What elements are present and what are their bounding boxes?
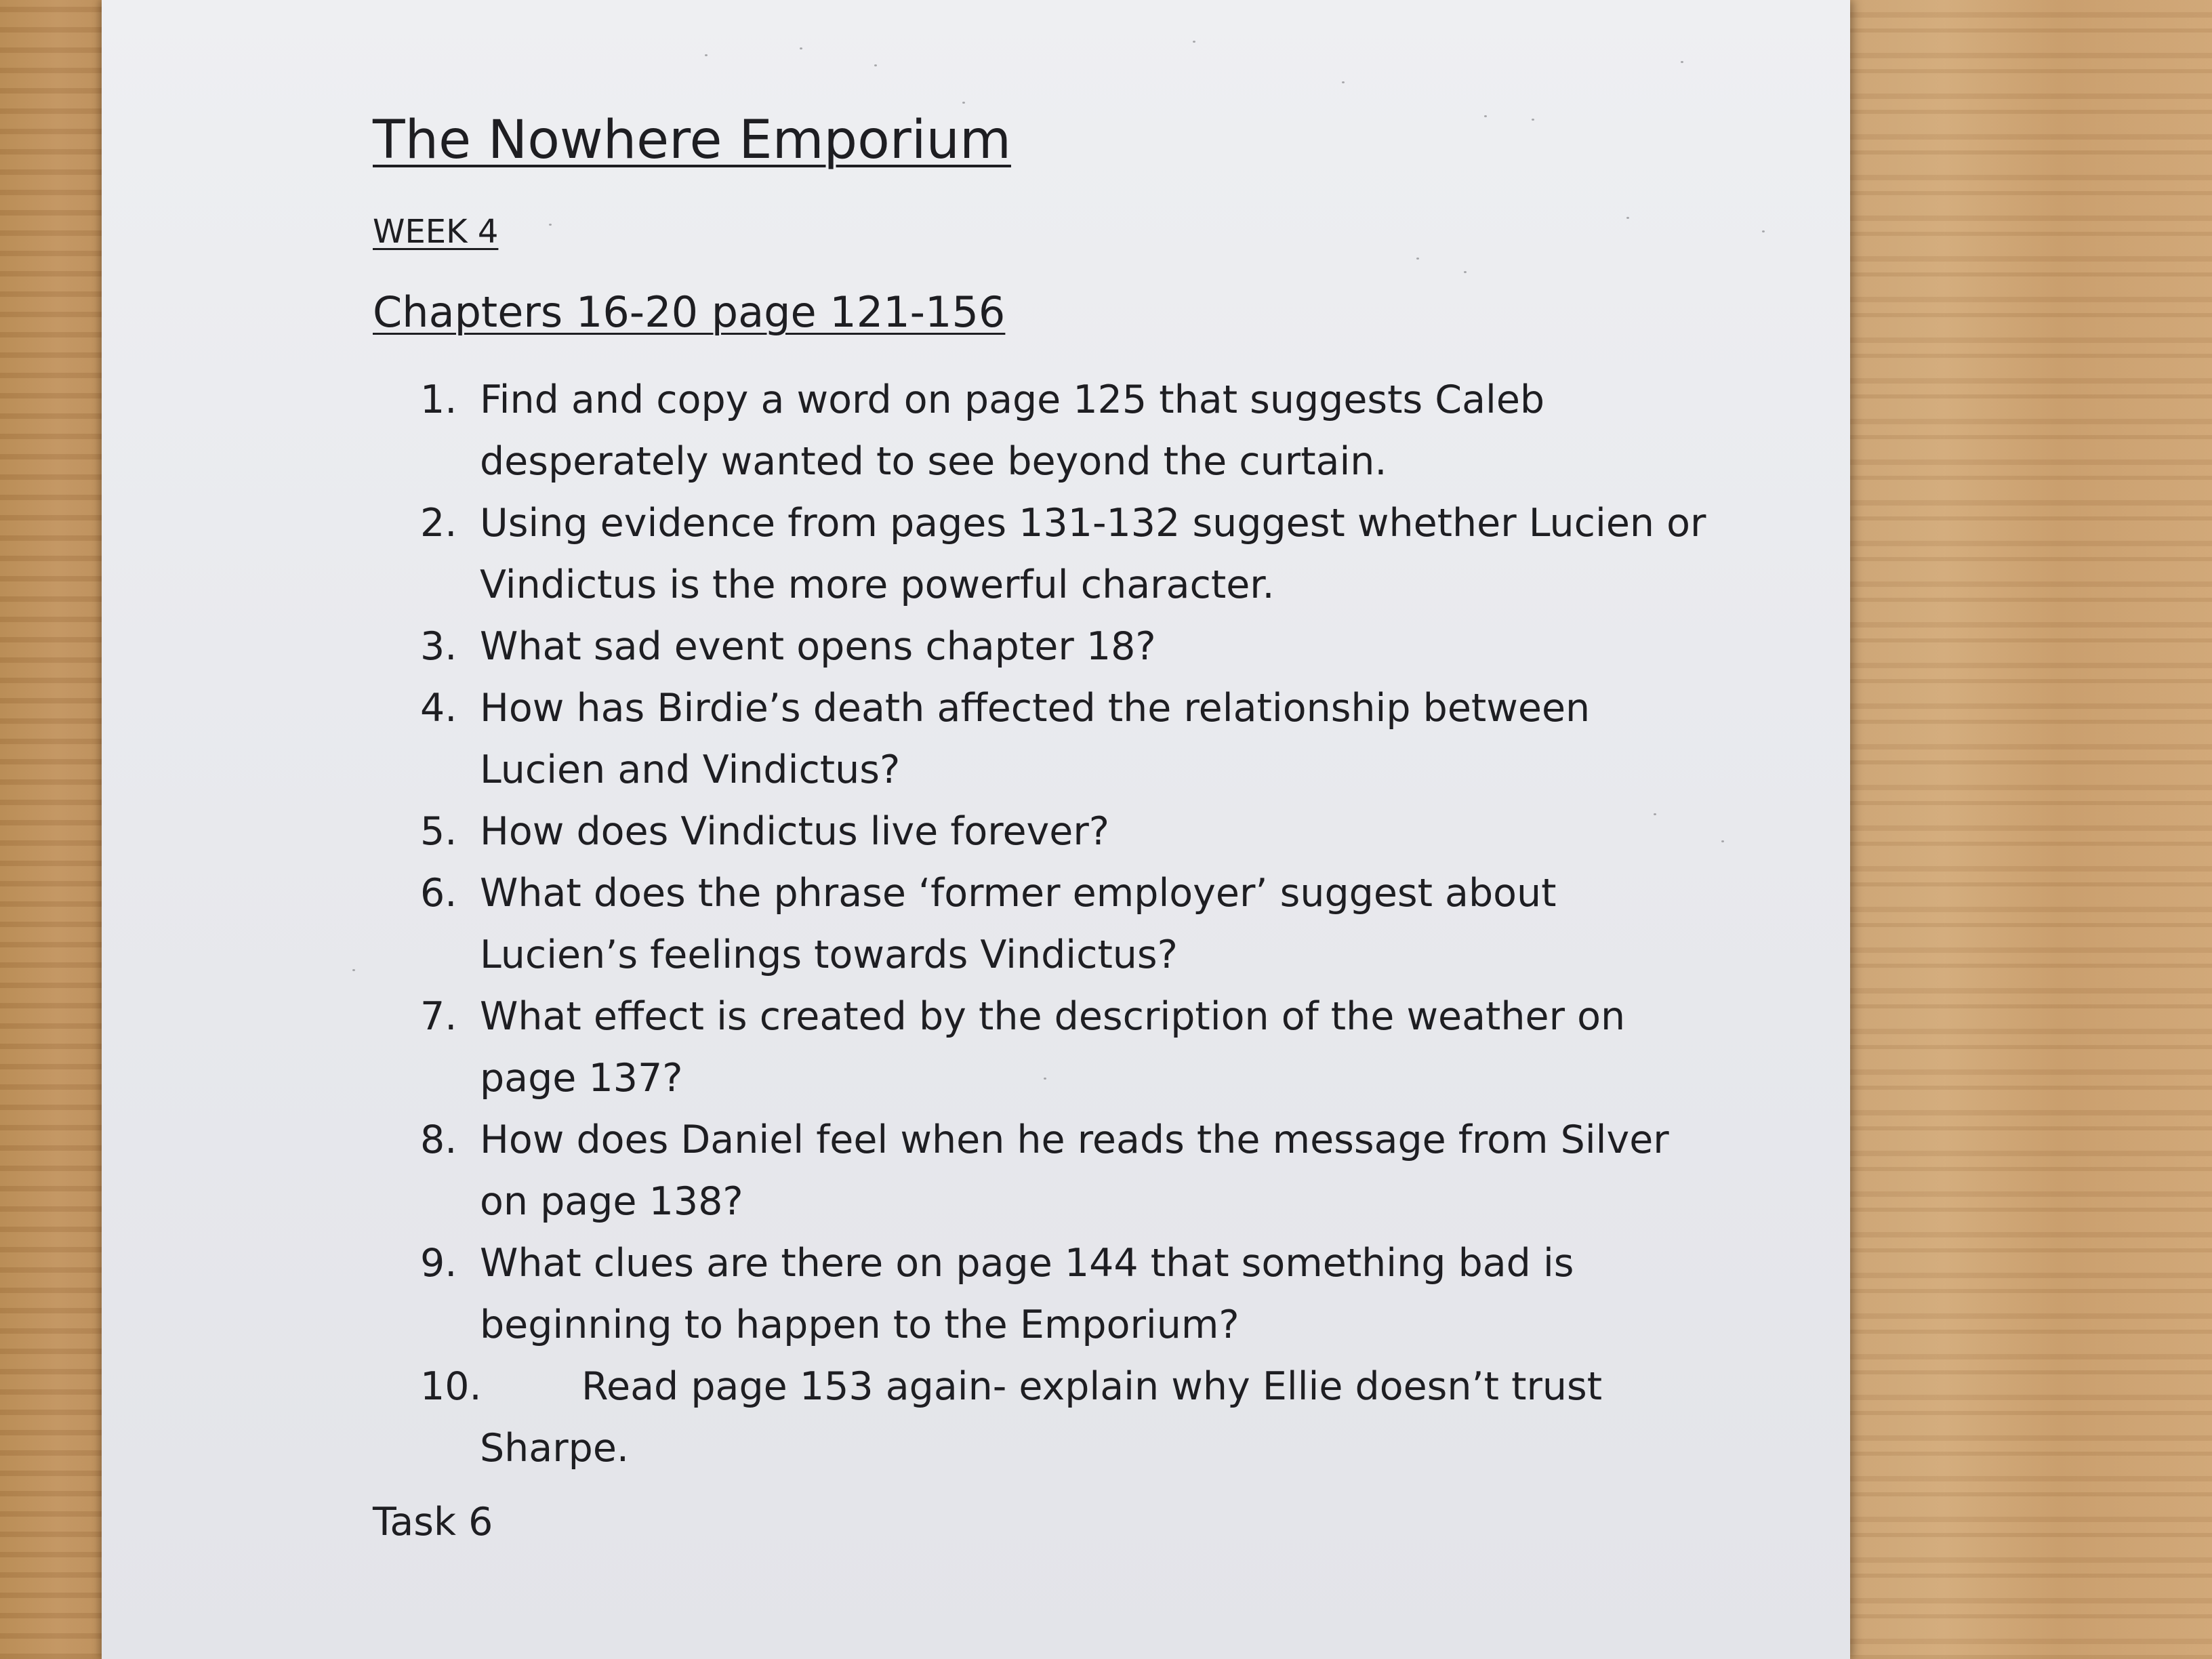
question-line: page 137? bbox=[480, 1056, 683, 1101]
question-number: 9. bbox=[420, 1241, 457, 1286]
question-line: beginning to happen to the Emporium? bbox=[480, 1303, 1240, 1347]
week-label: WEEK 4 bbox=[373, 213, 499, 251]
question-line: Using evidence from pages 131-132 suggest whether Lucien or bbox=[480, 501, 1706, 546]
question-line: How does Daniel feel when he reads the message from Silver bbox=[480, 1118, 1669, 1162]
question-item bbox=[420, 986, 1748, 1109]
question-line: desperately wanted to see beyond the curtain. bbox=[480, 439, 1387, 484]
task-label: Task 6 bbox=[373, 1500, 493, 1544]
question-number: 4. bbox=[420, 686, 457, 731]
question-line: Find and copy a word on page 125 that suggests Caleb bbox=[480, 377, 1545, 422]
question-line: What clues are there on page 144 that something bad is bbox=[480, 1241, 1574, 1286]
question-item bbox=[420, 863, 1748, 986]
question-number: 5. bbox=[420, 809, 457, 854]
question-item bbox=[420, 801, 1748, 863]
question-item bbox=[420, 369, 1748, 493]
question-number: 10. bbox=[420, 1364, 482, 1409]
question-number: 2. bbox=[420, 501, 457, 546]
question-number: 6. bbox=[420, 871, 457, 916]
chapters-heading: Chapters 16-20 page 121-156 bbox=[373, 287, 1006, 337]
question-line: How does Vindictus live forever? bbox=[480, 809, 1110, 854]
question-line: Sharpe. bbox=[480, 1426, 630, 1471]
question-number: 3. bbox=[420, 624, 457, 669]
question-number: 8. bbox=[420, 1118, 457, 1162]
question-number: 1. bbox=[420, 377, 457, 422]
question-list bbox=[420, 369, 1748, 1479]
question-line: Lucien and Vindictus? bbox=[480, 747, 901, 792]
question-item bbox=[420, 493, 1748, 616]
question-item bbox=[420, 678, 1748, 801]
question-line: How has Birdie’s death affected the relationship between bbox=[480, 686, 1591, 731]
question-line: on page 138? bbox=[480, 1179, 743, 1224]
question-number: 7. bbox=[420, 994, 457, 1039]
question-item bbox=[420, 1233, 1748, 1356]
question-line: Lucien’s feelings towards Vindictus? bbox=[480, 933, 1178, 977]
question-line: Vindictus is the more powerful character. bbox=[480, 562, 1275, 607]
question-item bbox=[420, 1109, 1748, 1233]
question-item bbox=[420, 616, 1748, 678]
question-line: What sad event opens chapter 18? bbox=[480, 624, 1156, 669]
document-title: The Nowhere Emporium bbox=[373, 110, 1011, 171]
question-item bbox=[420, 1356, 1748, 1479]
question-line: What does the phrase ‘former employer’ suggest about bbox=[480, 871, 1557, 916]
question-line: Read page 153 again- explain why Ellie doesn’t trust bbox=[581, 1364, 1603, 1409]
question-line: What effect is created by the description of the weather on bbox=[480, 994, 1626, 1039]
